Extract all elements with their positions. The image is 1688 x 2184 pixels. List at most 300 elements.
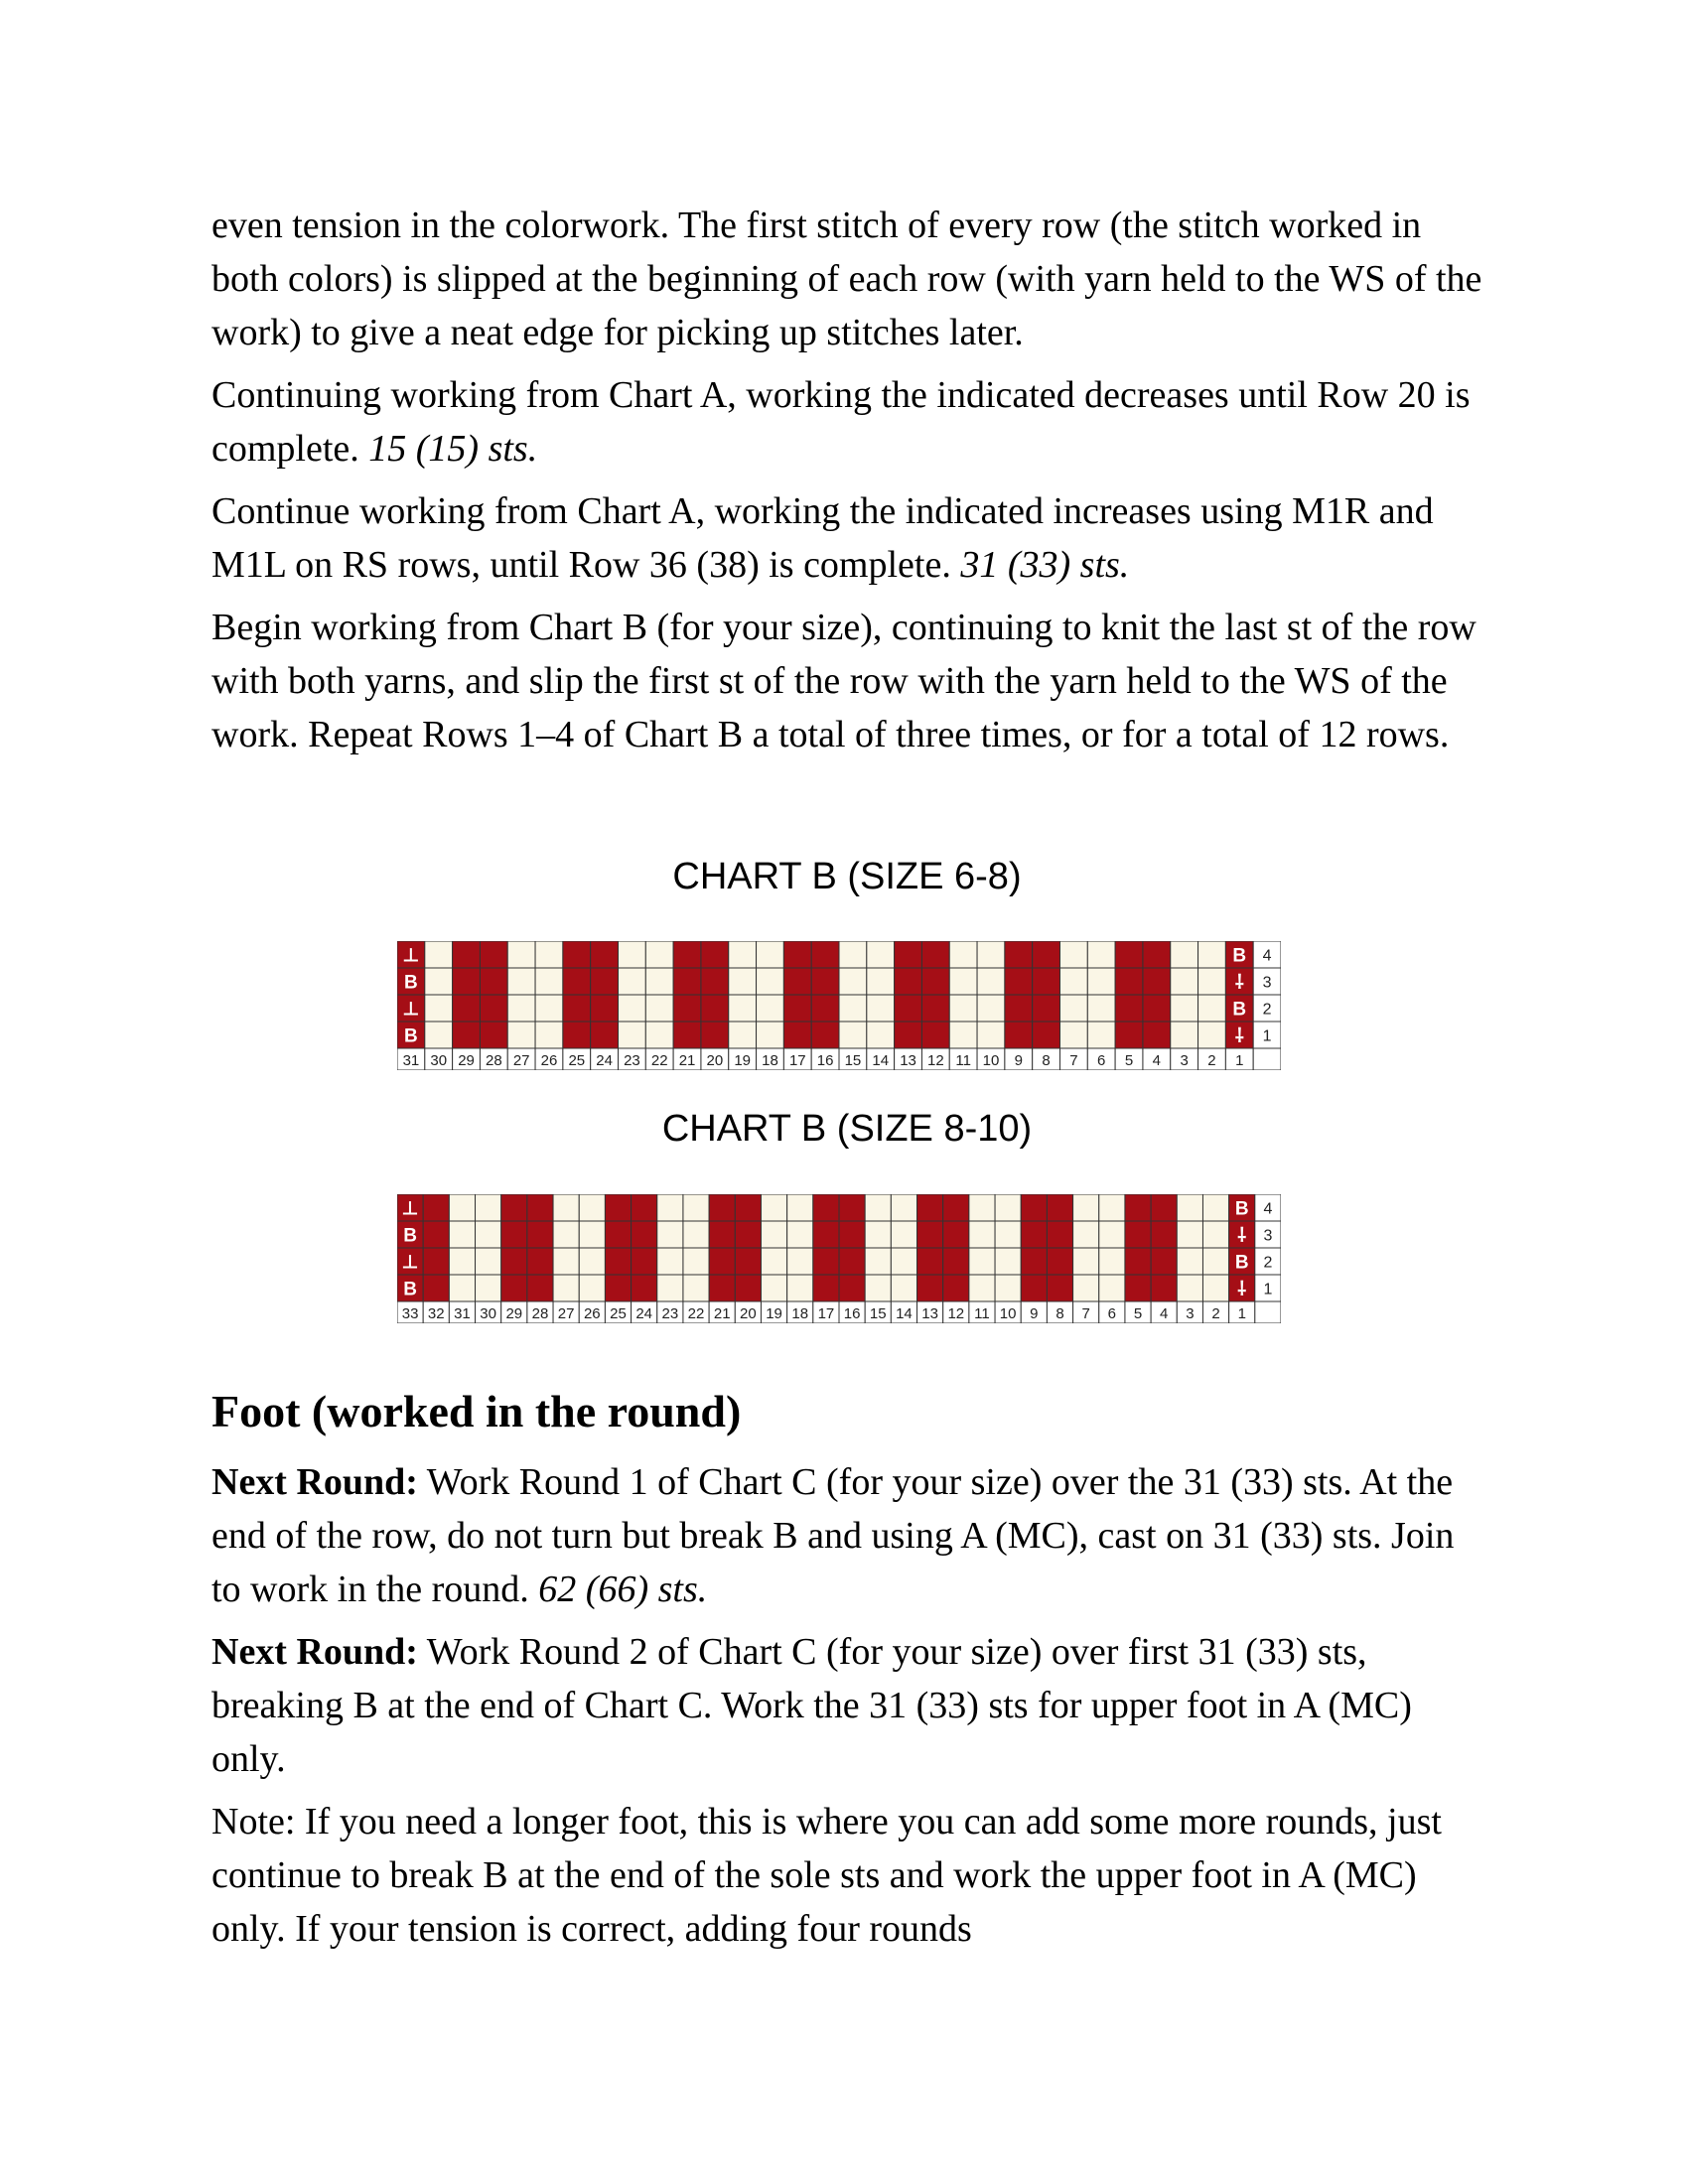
- chart-cell: [787, 1194, 813, 1221]
- chart-cell: [535, 941, 563, 968]
- column-number: 28: [486, 1052, 502, 1069]
- chart-cell: [811, 968, 839, 995]
- chart-cell: [1143, 968, 1171, 995]
- chart-cell: [1177, 1194, 1202, 1221]
- chart-cell: [839, 1275, 865, 1301]
- next-round-label: Next Round:: [211, 1461, 418, 1503]
- chart-cell: [995, 1275, 1021, 1301]
- chart-cell: [619, 941, 646, 968]
- edge-stitch-symbol: ⸸: [1237, 1225, 1247, 1247]
- column-number: 15: [844, 1052, 862, 1069]
- chart-grid: [397, 941, 1281, 1070]
- row-number: 1: [1262, 1027, 1272, 1045]
- chart-cell: [683, 1221, 709, 1248]
- chart-cell: [1115, 1022, 1143, 1048]
- chart-cell: [813, 1194, 839, 1221]
- chart-cell: [943, 1194, 969, 1221]
- chart-cell: [1005, 941, 1033, 968]
- column-number: 16: [816, 1052, 834, 1069]
- chart-cell: [425, 995, 453, 1022]
- chart-cell: [1202, 1275, 1228, 1301]
- column-number: 12: [927, 1052, 944, 1069]
- edge-stitch-symbol: ⸸: [1234, 1025, 1244, 1047]
- chart-cell: [476, 1275, 501, 1301]
- chart-cell: [1033, 941, 1060, 968]
- chart-cell: [735, 1221, 761, 1248]
- chart-cell: [709, 1248, 735, 1275]
- chart-cell: [605, 1275, 631, 1301]
- column-number: 29: [458, 1052, 475, 1069]
- chart-cell: [507, 968, 535, 995]
- chart-cell: [425, 968, 453, 995]
- chart-cell: [1021, 1194, 1047, 1221]
- chart-cell: [605, 1248, 631, 1275]
- column-number: 31: [454, 1305, 471, 1322]
- chart-cell: [761, 1221, 786, 1248]
- chart-cell: [969, 1221, 995, 1248]
- chart-cell: [605, 1194, 631, 1221]
- chart-cell: [1021, 1221, 1047, 1248]
- chart-cell: [1115, 995, 1143, 1022]
- chart-cell: [1099, 1194, 1125, 1221]
- chart-cell: [839, 995, 867, 1022]
- column-number: 28: [531, 1305, 549, 1322]
- column-number: 25: [610, 1305, 627, 1322]
- chart-cell: [895, 968, 922, 995]
- chart-cell: [1125, 1275, 1151, 1301]
- chart-cell: [449, 1275, 475, 1301]
- chart-cell: [977, 1022, 1005, 1048]
- chart-cell: [1060, 1022, 1088, 1048]
- chart-cell: [891, 1275, 916, 1301]
- chart-cell: [1021, 1248, 1047, 1275]
- chart-cell: [553, 1221, 579, 1248]
- chart-cell: [891, 1221, 916, 1248]
- chart-cell: [995, 1248, 1021, 1275]
- chart-cell: [1143, 1022, 1171, 1048]
- chart-cell: [449, 1194, 475, 1221]
- next-round-label: Next Round:: [211, 1631, 418, 1673]
- chart-cell: [1202, 1221, 1228, 1248]
- chart-cell: [453, 995, 481, 1022]
- column-number: 9: [1030, 1305, 1039, 1322]
- chart-cell: [1073, 1194, 1099, 1221]
- chart-cell: [1125, 1194, 1151, 1221]
- column-number: 32: [427, 1305, 445, 1322]
- chart-cell: [619, 968, 646, 995]
- column-number: 29: [505, 1305, 523, 1322]
- column-number: 14: [896, 1305, 913, 1322]
- chart-cell: [1171, 1022, 1198, 1048]
- row-number: 3: [1263, 1227, 1273, 1245]
- chart-cell: [757, 995, 784, 1022]
- next-round-2: [211, 1625, 1482, 1786]
- chart-cell: [839, 941, 867, 968]
- chart-cell: [969, 1194, 995, 1221]
- chart-cell: [1099, 1221, 1125, 1248]
- chart-cell: [1198, 968, 1226, 995]
- contrast-color-symbol: B: [404, 972, 418, 994]
- chart-cell: [1151, 1221, 1177, 1248]
- column-number: 33: [401, 1305, 419, 1322]
- chart-cell: [1087, 1022, 1115, 1048]
- chart-grid: [397, 1194, 1281, 1323]
- column-number: 15: [869, 1305, 887, 1322]
- chart-cell: [645, 941, 673, 968]
- chart-cell: [1171, 968, 1198, 995]
- chart-cell: [709, 1275, 735, 1301]
- chart-cell: [1151, 1275, 1177, 1301]
- contrast-color-symbol: B: [403, 1225, 417, 1247]
- chart-cell: [535, 1022, 563, 1048]
- chart-cell: [1099, 1248, 1125, 1275]
- chart-b-size-8-10: [397, 1194, 1281, 1323]
- chart-cell: [501, 1248, 527, 1275]
- next-round-1: [211, 1455, 1482, 1616]
- column-number: 8: [1042, 1052, 1051, 1069]
- column-number: 25: [568, 1052, 586, 1069]
- stitch-count: 31 (33) sts.: [960, 544, 1130, 586]
- row-number: 4: [1263, 1200, 1273, 1218]
- edge-stitch-symbol: ⸸: [1237, 1279, 1247, 1300]
- chart-cell: [425, 1022, 453, 1048]
- column-number: 13: [921, 1305, 938, 1322]
- chart-cell: [921, 995, 949, 1022]
- chart-cell: [449, 1248, 475, 1275]
- chart-cell: [535, 968, 563, 995]
- column-number: 4: [1152, 1052, 1162, 1069]
- chart-cell: [761, 1275, 786, 1301]
- chart-cell: [657, 1275, 683, 1301]
- chart-cell: [1087, 941, 1115, 968]
- chart-cell: [1073, 1275, 1099, 1301]
- chart-cell: [645, 995, 673, 1022]
- chart-cell: [783, 1022, 811, 1048]
- column-number: 8: [1055, 1305, 1064, 1322]
- chart-cell: [605, 1221, 631, 1248]
- chart-cell: [867, 941, 895, 968]
- chart-cell: [811, 995, 839, 1022]
- chart-cell: [839, 1194, 865, 1221]
- chart-cell: [535, 995, 563, 1022]
- chart-cell: [867, 995, 895, 1022]
- chart-cell: [527, 1248, 553, 1275]
- column-number: 21: [678, 1052, 696, 1069]
- column-number: 27: [557, 1305, 575, 1322]
- column-number: 19: [766, 1305, 782, 1322]
- chart-cell: [701, 1022, 729, 1048]
- column-number: 9: [1014, 1052, 1023, 1069]
- column-number: 2: [1207, 1052, 1216, 1069]
- chart-b-size-6-8: [397, 941, 1281, 1070]
- chart-cell: [735, 1275, 761, 1301]
- section-heading: Foot (worked in the round): [211, 1386, 742, 1436]
- column-number: 17: [817, 1305, 835, 1322]
- chart-cell: [1021, 1275, 1047, 1301]
- column-number: 7: [1081, 1305, 1090, 1322]
- chart-cell: [949, 941, 977, 968]
- chart-cell: [921, 968, 949, 995]
- chart-cell: [949, 968, 977, 995]
- chart-cell: [683, 1194, 709, 1221]
- chart-cell: [480, 1022, 507, 1048]
- chart-cell: [949, 995, 977, 1022]
- column-number: 23: [661, 1305, 679, 1322]
- chart-cell: [563, 1022, 591, 1048]
- chart-cell: [895, 1022, 922, 1048]
- contrast-color-symbol: B: [404, 1025, 418, 1047]
- corner-cell: [1253, 1048, 1281, 1070]
- paragraph-decreases-text: Continuing working from Chart A, working the indicated decreases until Row 20 is complete.: [211, 374, 1471, 470]
- chart-cell: [977, 941, 1005, 968]
- column-number: 5: [1124, 1052, 1134, 1069]
- chart-cell: [757, 968, 784, 995]
- chart-cell: [1005, 995, 1033, 1022]
- edge-stitch-symbol: ⊥: [401, 1252, 419, 1274]
- chart-cell: [839, 1248, 865, 1275]
- chart-cell: [1033, 995, 1060, 1022]
- chart-cell: [1047, 1194, 1072, 1221]
- column-number: 24: [596, 1052, 613, 1069]
- chart-cell: [591, 968, 619, 995]
- column-number: 31: [402, 1052, 420, 1069]
- chart-cell: [1005, 1022, 1033, 1048]
- column-number: 14: [872, 1052, 890, 1069]
- page-content: [211, 199, 1482, 770]
- column-number: 30: [480, 1305, 496, 1322]
- chart-cell: [553, 1275, 579, 1301]
- column-number: 26: [540, 1052, 558, 1069]
- edge-stitch-symbol: ⊥: [402, 945, 420, 967]
- corner-cell: [1255, 1301, 1281, 1323]
- chart-cell: [813, 1248, 839, 1275]
- row-number: 2: [1263, 1254, 1273, 1272]
- chart-cell: [1125, 1221, 1151, 1248]
- chart-cell: [553, 1248, 579, 1275]
- chart-cell: [553, 1194, 579, 1221]
- paragraph-chart-b: Begin working from Chart B (for your size), continuing to knit the last st of the row with both yarns, and slip the first st of the row with the yarn held to the WS of the work. Repeat Rows 1–4 of Chart B a total of three times, or for a total of 12 rows.: [211, 607, 1477, 755]
- chart-cell: [632, 1275, 657, 1301]
- chart-title-size-8-10: CHART B (SIZE 8-10): [661, 1108, 1033, 1150]
- chart-cell: [563, 968, 591, 995]
- chart-cell: [865, 1194, 891, 1221]
- column-number: 20: [706, 1052, 724, 1069]
- chart-cell: [423, 1194, 449, 1221]
- chart-cell: [527, 1194, 553, 1221]
- column-number: 23: [624, 1052, 640, 1069]
- column-number: 27: [512, 1052, 530, 1069]
- stitch-count: 15 (15) sts.: [368, 428, 538, 470]
- chart-cell: [995, 1194, 1021, 1221]
- chart-cell: [761, 1248, 786, 1275]
- note-paragraph: Note: If you need a longer foot, this is where you can add some more rounds, just continue to break B at the end of the sole sts and work the upper foot in A (MC) only. If your tension is correct, adding four rounds: [211, 1801, 1442, 1950]
- chart-cell: [701, 995, 729, 1022]
- row-number: 2: [1262, 1001, 1272, 1019]
- chart-cell: [673, 968, 701, 995]
- chart-cell: [735, 1194, 761, 1221]
- chart-cell: [657, 1194, 683, 1221]
- column-number: 10: [999, 1305, 1017, 1322]
- row-number: 1: [1263, 1281, 1273, 1298]
- chart-cell: [1073, 1221, 1099, 1248]
- chart-title-size-6-8: CHART B (SIZE 6-8): [672, 856, 1022, 897]
- chart-cell: [1060, 941, 1088, 968]
- chart-cell: [729, 941, 757, 968]
- chart-cell: [683, 1248, 709, 1275]
- chart-cell: [501, 1221, 527, 1248]
- chart-cell: [1060, 995, 1088, 1022]
- column-number: 3: [1180, 1052, 1189, 1069]
- column-number: 13: [900, 1052, 916, 1069]
- chart-cell: [1125, 1248, 1151, 1275]
- row-number: 3: [1262, 974, 1272, 992]
- chart-cell: [865, 1275, 891, 1301]
- chart-cell: [761, 1194, 786, 1221]
- chart-cell: [943, 1221, 969, 1248]
- chart-cell: [787, 1221, 813, 1248]
- chart-cell: [1073, 1248, 1099, 1275]
- column-number: 21: [713, 1305, 731, 1322]
- chart-cell: [480, 968, 507, 995]
- chart-cell: [501, 1275, 527, 1301]
- chart-cell: [1198, 1022, 1226, 1048]
- chart-cell: [969, 1275, 995, 1301]
- chart-cell: [476, 1194, 501, 1221]
- chart-cell: [757, 1022, 784, 1048]
- column-number: 1: [1237, 1305, 1246, 1322]
- chart-cell: [1047, 1221, 1072, 1248]
- chart-cell: [1177, 1221, 1202, 1248]
- chart-cell: [673, 941, 701, 968]
- column-number: 18: [791, 1305, 809, 1322]
- column-number: 11: [955, 1052, 971, 1069]
- chart-cell: [811, 1022, 839, 1048]
- column-number: 11: [974, 1305, 990, 1322]
- column-number: 18: [762, 1052, 778, 1069]
- chart-cell: [563, 941, 591, 968]
- chart-cell: [591, 1022, 619, 1048]
- chart-cell: [729, 1022, 757, 1048]
- contrast-color-symbol: B: [1232, 999, 1247, 1021]
- chart-cell: [995, 1221, 1021, 1248]
- chart-cell: [1099, 1275, 1125, 1301]
- chart-cell: [453, 941, 481, 968]
- chart-cell: [1047, 1248, 1072, 1275]
- column-number: 5: [1133, 1305, 1143, 1322]
- chart-cell: [977, 968, 1005, 995]
- chart-cell: [423, 1275, 449, 1301]
- chart-cell: [709, 1221, 735, 1248]
- chart-cell: [813, 1221, 839, 1248]
- chart-cell: [891, 1194, 916, 1221]
- chart-cell: [811, 941, 839, 968]
- chart-cell: [1177, 1275, 1202, 1301]
- edge-stitch-symbol: ⊥: [402, 999, 420, 1021]
- chart-cell: [709, 1194, 735, 1221]
- chart-cell: [813, 1275, 839, 1301]
- column-number: 12: [947, 1305, 965, 1322]
- column-number: 24: [635, 1305, 653, 1322]
- chart-cell: [1143, 941, 1171, 968]
- contrast-color-symbol: B: [1234, 1252, 1249, 1274]
- column-number: 22: [650, 1052, 668, 1069]
- chart-cell: [969, 1248, 995, 1275]
- chart-cell: [729, 995, 757, 1022]
- chart-cell: [579, 1275, 605, 1301]
- chart-cell: [480, 941, 507, 968]
- chart-cell: [1198, 995, 1226, 1022]
- chart-cell: [501, 1194, 527, 1221]
- chart-cell: [735, 1248, 761, 1275]
- chart-cell: [865, 1221, 891, 1248]
- chart-cell: [839, 1221, 865, 1248]
- chart-cell: [895, 995, 922, 1022]
- chart-cell: [591, 995, 619, 1022]
- chart-cell: [729, 968, 757, 995]
- chart-cell: [423, 1221, 449, 1248]
- chart-cell: [1047, 1275, 1072, 1301]
- next-round-2-text: Work Round 2 of Chart C (for your size) over first 31 (33) sts, breaking B at the end of Chart C. Work the 31 (33) sts for upper foot in A (MC) only.: [211, 1631, 1412, 1780]
- column-number: 6: [1097, 1052, 1106, 1069]
- chart-cell: [507, 1022, 535, 1048]
- chart-cell: [701, 968, 729, 995]
- chart-cell: [1033, 968, 1060, 995]
- chart-cell: [507, 995, 535, 1022]
- chart-cell: [921, 1022, 949, 1048]
- chart-cell: [673, 1022, 701, 1048]
- chart-cell: [977, 995, 1005, 1022]
- chart-cell: [591, 941, 619, 968]
- chart-cell: [425, 941, 453, 968]
- chart-cell: [683, 1275, 709, 1301]
- chart-cell: [917, 1221, 943, 1248]
- chart-cell: [1151, 1194, 1177, 1221]
- chart-cell: [701, 941, 729, 968]
- chart-cell: [783, 941, 811, 968]
- chart-cell: [476, 1248, 501, 1275]
- chart-cell: [632, 1221, 657, 1248]
- column-number: 16: [843, 1305, 861, 1322]
- column-number: 17: [788, 1052, 806, 1069]
- chart-cell: [917, 1248, 943, 1275]
- stitch-count: 62 (66) sts.: [538, 1569, 708, 1610]
- column-number: 4: [1160, 1305, 1169, 1322]
- chart-cell: [480, 995, 507, 1022]
- chart-cell: [673, 995, 701, 1022]
- column-number: 26: [583, 1305, 601, 1322]
- chart-cell: [1087, 968, 1115, 995]
- chart-cell: [1005, 968, 1033, 995]
- chart-cell: [867, 1022, 895, 1048]
- chart-cell: [1115, 968, 1143, 995]
- chart-cell: [1202, 1248, 1228, 1275]
- chart-cell: [839, 1022, 867, 1048]
- chart-cell: [867, 968, 895, 995]
- paragraph-decreases: [211, 368, 1482, 476]
- row-number: 4: [1262, 947, 1272, 965]
- chart-cell: [619, 1022, 646, 1048]
- chart-cell: [1115, 941, 1143, 968]
- chart-cell: [563, 995, 591, 1022]
- chart-cell: [527, 1221, 553, 1248]
- column-number: 3: [1186, 1305, 1195, 1322]
- edge-stitch-symbol: ⊥: [401, 1198, 419, 1220]
- chart-cell: [453, 968, 481, 995]
- chart-cell: [757, 941, 784, 968]
- contrast-color-symbol: B: [1234, 1198, 1249, 1220]
- next-round-1-text: Work Round 1 of Chart C (for your size) over the 31 (33) sts. At the end of the row, do not turn but break B and using A (MC), cast on 31 (33) sts. Join to work in the round.: [211, 1461, 1455, 1610]
- chart-cell: [423, 1248, 449, 1275]
